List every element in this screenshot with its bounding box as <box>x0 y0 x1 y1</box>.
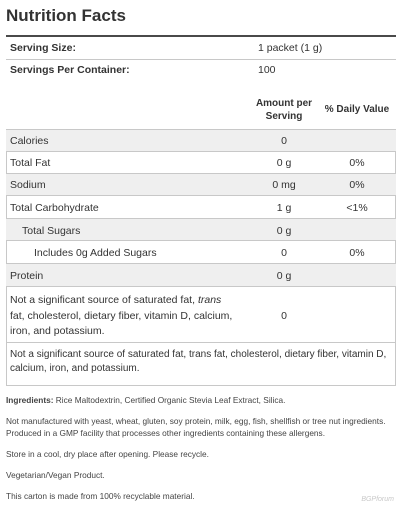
nutrient-dv: 0% <box>349 179 365 191</box>
nutrient-name: Calories <box>10 135 49 147</box>
table-row <box>6 129 396 151</box>
divider <box>6 59 396 60</box>
servings-per-container-value: 100 <box>258 64 276 76</box>
carton-note: This carton is made from 100% recyclable material. <box>6 491 195 501</box>
nutrient-dv: <1% <box>346 202 368 214</box>
insignificant-text-a: Not a significant source of saturated fat, <box>10 294 198 306</box>
nutrient-name: Total Carbohydrate <box>10 202 99 214</box>
nutrient-amount: 1 g <box>276 202 292 214</box>
footer-text-2: calcium, iron, and potassium. <box>10 363 140 374</box>
footer-text-1: Not a significant source of saturated fat, trans fat, cholesterol, dietary fiber, vitamin D, <box>10 349 387 360</box>
amount-header-line1: Amount per <box>255 98 313 109</box>
insignificant-text-2: fat, cholesterol, dietary fiber, vitamin D, calcium, <box>10 310 233 322</box>
nutrient-name: Total Fat <box>10 157 51 169</box>
ingredients-text: Rice Maltodextrin, Certified Organic Stevia Leaf Extract, Silica. <box>53 395 286 405</box>
nutrient-amount: 0 mg <box>272 179 296 191</box>
insignificant-text-trans: trans <box>197 294 222 306</box>
table-row <box>6 263 396 286</box>
watermark: BGPforum <box>361 496 394 503</box>
serving-size-value: 1 packet (1 g) <box>258 42 323 54</box>
nutrient-amount: 0 <box>281 135 287 147</box>
nutrient-amount: 0 g <box>276 270 292 282</box>
nutrient-name: Total Sugars <box>22 225 81 237</box>
servings-per-container-label: Servings Per Container: <box>10 64 130 76</box>
allergen-line-2: Produced in a GMP facility that processes other ingredients containing these allergens. <box>6 428 325 438</box>
amount-header-line2: Serving <box>265 111 303 122</box>
serving-size-label: Serving Size: <box>10 42 76 54</box>
nutrient-amount: 0 g <box>276 225 292 237</box>
nutrient-amount: 0 g <box>276 157 292 169</box>
nutrient-amount: 0 <box>281 247 287 259</box>
nutrient-name: Includes 0g Added Sugars <box>34 247 157 259</box>
nutrient-name: Protein <box>10 270 44 282</box>
page-title: Nutrition Facts <box>6 6 126 25</box>
nutrient-name: Sodium <box>10 179 46 191</box>
ingredients <box>6 394 396 406</box>
diet-note: Vegetarian/Vegan Product. <box>6 470 105 480</box>
allergen-line-1: Not manufactured with yeast, wheat, gluten, soy protein, milk, egg, fish, shellfish or tree nut ingredients. <box>6 416 386 426</box>
insignificant-amount: 0 <box>281 310 287 322</box>
dv-header: % Daily Value <box>324 104 390 115</box>
nutrient-dv: 0% <box>349 157 365 169</box>
ingredients-label: Ingredients: <box>6 395 54 405</box>
storage-note: Store in a cool, dry place after opening. Please recycle. <box>6 449 209 459</box>
nutrient-dv: 0% <box>349 247 365 259</box>
title-rule <box>6 35 396 37</box>
insignificant-text-3: iron, and potassium. <box>10 325 105 337</box>
